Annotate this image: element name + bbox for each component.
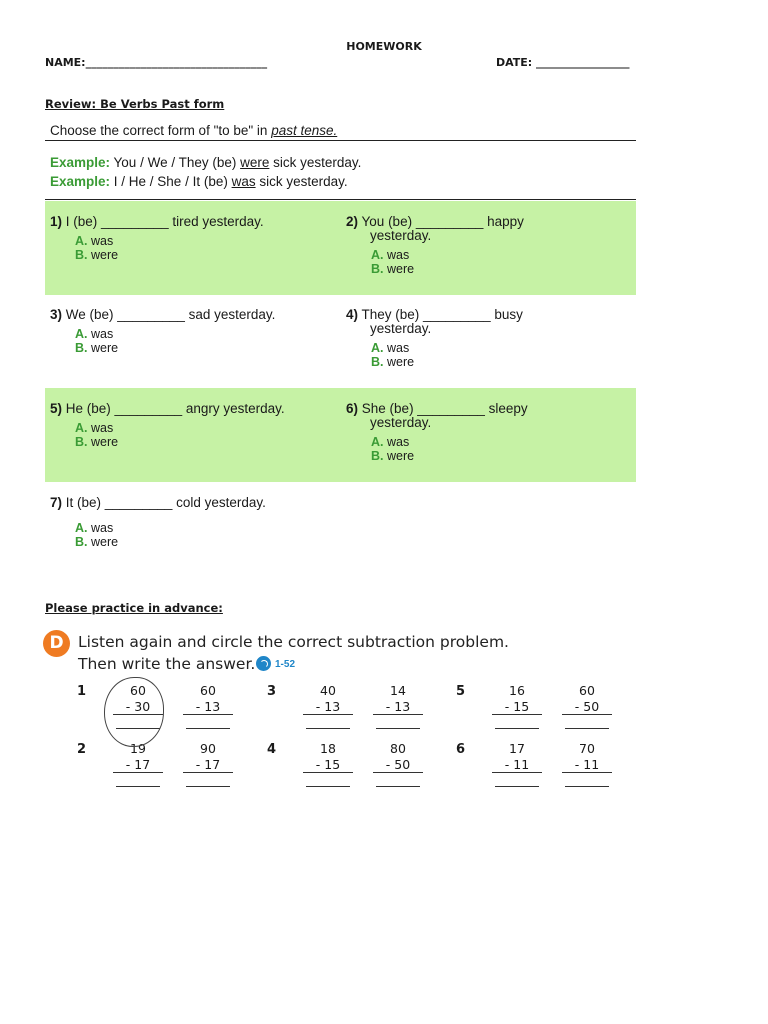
minuend: 60 (130, 683, 146, 698)
subtrahend: - 13 (183, 699, 233, 715)
answer-blank[interactable] (495, 715, 539, 729)
answer-blank[interactable] (376, 773, 420, 787)
question-text: He (be) _________ angry yesterday. (65, 401, 285, 416)
problem-number: 5 (456, 684, 466, 699)
example-text: sick yesterday. (255, 174, 348, 189)
subtraction-choice[interactable] (183, 683, 233, 729)
practice-instruction-line2: Then write the answer. (78, 655, 256, 673)
subtraction-choice[interactable] (492, 683, 542, 729)
problem-number: 2 (77, 742, 87, 757)
subtrahend: - 17 (183, 757, 233, 773)
practice-instruction-line1: Listen again and circle the correct subtraction problem. (78, 633, 509, 651)
subtraction-choice[interactable] (373, 741, 423, 787)
minuend: 16 (509, 683, 525, 698)
minuend: 90 (200, 741, 216, 756)
option-a: A. was (75, 234, 114, 248)
example-text: You / We / They (be) (110, 155, 241, 170)
option-b: B. were (371, 261, 415, 276)
subtrahend: - 30 (113, 699, 163, 715)
option-b: B. were (75, 434, 119, 449)
question-number: 2) (346, 214, 359, 229)
option-b: B. were (75, 340, 119, 355)
answer-blank[interactable] (306, 715, 350, 729)
question-number: 3) (50, 307, 63, 322)
subtrahend: - 15 (492, 699, 542, 715)
subtrahend: - 17 (113, 757, 163, 773)
minuend: 19 (130, 741, 146, 756)
audio-track-number: 1-52 (275, 659, 296, 670)
minuend: 60 (200, 683, 216, 698)
problem-number: 3 (267, 684, 277, 699)
audio-icon (256, 656, 271, 671)
option-b: B. were (371, 448, 415, 463)
minuend: 60 (579, 683, 595, 698)
subtrahend: - 50 (562, 699, 612, 715)
option-b: B. were (75, 534, 119, 549)
question-text: It (be) _________ cold yesterday. (65, 495, 266, 510)
subtraction-choice[interactable] (562, 741, 612, 787)
question-text-cont: yesterday. (370, 321, 432, 336)
question-text: They (be) _________ busy (361, 307, 523, 322)
example-text: sick yesterday. (269, 155, 362, 170)
review-heading: Review: Be Verbs Past form (45, 97, 225, 111)
example-text: I / He / She / It (be) (110, 174, 232, 189)
problem-number: 6 (456, 742, 466, 757)
question-text-cont: yesterday. (370, 415, 432, 430)
example-answer: was (231, 174, 256, 189)
subtrahend: - 11 (562, 757, 612, 773)
example-1 (50, 155, 361, 170)
minuend: 18 (320, 741, 336, 756)
subtraction-choice[interactable] (562, 683, 612, 729)
answer-blank[interactable] (186, 715, 230, 729)
subtraction-choice[interactable] (303, 683, 353, 729)
subtraction-choice[interactable] (303, 741, 353, 787)
name-field-label: NAME:_________________________________ (45, 56, 268, 69)
instruction-emphasis: past tense. (271, 123, 338, 138)
answer-blank[interactable] (116, 773, 160, 787)
question-2 (346, 215, 596, 276)
option-a: A. was (75, 521, 114, 535)
option-a: A. was (75, 421, 114, 435)
hand-drawn-circle (104, 677, 164, 747)
practice-heading: Please practice in advance: (45, 601, 223, 615)
subtraction-choice[interactable] (183, 741, 233, 787)
date-field-label: DATE: _________________ (496, 56, 630, 69)
option-b: B. were (371, 354, 415, 369)
question-5 (50, 402, 300, 449)
answer-blank[interactable] (565, 773, 609, 787)
option-a: A. was (371, 435, 410, 449)
question-text: She (be) _________ sleepy (361, 401, 528, 416)
question-text-cont: yesterday. (370, 228, 432, 243)
subtraction-choice[interactable] (373, 683, 423, 729)
question-number: 1) (50, 214, 63, 229)
minuend: 70 (579, 741, 595, 756)
option-a: A. was (75, 327, 114, 341)
example-answer: were (240, 155, 270, 170)
minuend: 80 (390, 741, 406, 756)
answer-blank[interactable] (376, 715, 420, 729)
question-3 (50, 308, 300, 355)
question-6 (346, 402, 596, 463)
section-d-badge: D (43, 630, 70, 657)
question-text: You (be) _________ happy (361, 214, 524, 229)
subtrahend: - 13 (373, 699, 423, 715)
subtrahend: - 11 (492, 757, 542, 773)
instruction-text: Choose the correct form of "to be" in (50, 123, 272, 138)
question-number: 6) (346, 401, 359, 416)
divider (45, 199, 636, 200)
answer-blank[interactable] (186, 773, 230, 787)
question-7 (50, 496, 300, 549)
question-1 (50, 215, 300, 262)
minuend: 40 (320, 683, 336, 698)
subtraction-choice[interactable] (113, 741, 163, 787)
question-number: 5) (50, 401, 63, 416)
question-text: I (be) _________ tired yesterday. (65, 214, 264, 229)
example-label: Example: (50, 174, 111, 189)
minuend: 14 (390, 683, 406, 698)
option-b: B. were (75, 247, 119, 262)
problem-number: 1 (77, 684, 87, 699)
question-4 (346, 308, 596, 369)
example-2 (50, 174, 348, 189)
page-title: HOMEWORK (346, 40, 422, 53)
minuend: 17 (509, 741, 525, 756)
answer-blank[interactable] (495, 773, 539, 787)
answer-blank[interactable] (565, 715, 609, 729)
subtraction-choice[interactable] (492, 741, 542, 787)
instruction (50, 123, 337, 138)
example-label: Example: (50, 155, 111, 170)
subtrahend: - 50 (373, 757, 423, 773)
divider (45, 140, 636, 141)
option-a: A. was (371, 248, 410, 262)
answer-blank[interactable] (306, 773, 350, 787)
question-text: We (be) _________ sad yesterday. (65, 307, 276, 322)
question-number: 7) (50, 495, 63, 510)
option-a: A. was (371, 341, 410, 355)
subtrahend: - 13 (303, 699, 353, 715)
problem-number: 4 (267, 742, 277, 757)
subtrahend: - 15 (303, 757, 353, 773)
question-number: 4) (346, 307, 359, 322)
